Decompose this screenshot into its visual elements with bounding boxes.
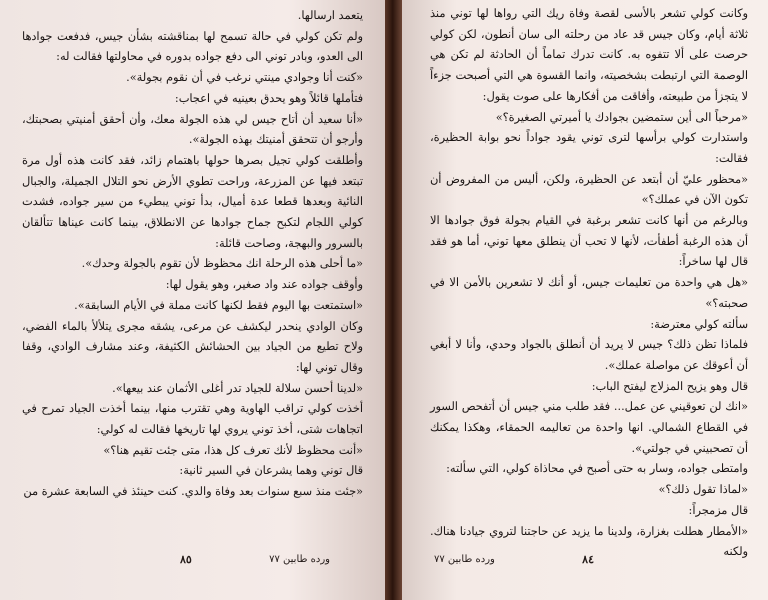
book-gutter (385, 0, 402, 600)
left-page-footer (180, 553, 330, 566)
right-page-number: ٨٤ (582, 553, 594, 566)
left-page-body-text: يتعمد ارسالها. ولم تكن كولي في حالة تسمح لها بمناقشته بشأن جيس، فدفعت جوادها الى العدو، وبادر توني الى دفع جواده بدوره في محاولتها فقالت له: «كنت أنا وجوادي مينتي نرغب في أن نقوم بجولة». فتأملها قائلاً وهو يحدق بعينيه في اعجاب: «أنا سعيد أن أتاح جيس لي هذه الجولة معك، وأن أحقق أمنيتي بصحبتك، وأرجو أن تتحقق أمنيتك بهذه الجولة». وأطلقت كولي تجيل بصرها حولها باهتمام زائد، فقد كانت هذه أول مرة تبتعد فيها عن المزرعة، وراحت تطوي الأرض نحو التلال الجميلة، والجبال النائية وبعدها قطعا عدة أميال، بدأ توني يبطيء من سير جواده، فشدت كولي اللجام لتكبح جماح جوادها عن الانطلاق، بينما كانت عيناها تتألقان بالسرور والبهجة، وصاحت قائلة: «ما أحلى هذه الرحلة انك محظوظ لأن تقوم بالجولة وحدك». وأوقف جواده عند واد صغير، وهو يقول لها: «استمتعت بها اليوم فقط لكنها كانت مملة في الأيام السابقة». وكان الوادي ينحدر ليكشف عن مرعى، يشقه مجرى يتلألأ بالماء الفضي، ولاح تطيع من الجياد بين الحشائش الكثيفة، وعند مشارف الوادي، وقفا وقال توني لها: «لدينا أحسن سلالة للجياد تدر أغلى الأثمان عند بيعها». أخذت كولي تراقب الهاوية وهي تقترب منها، بينما أخذت الجياد تمرح في اتجاهات شتى، أخذ توني يروي لها تاريخها فقالت له كولي: «أنت محظوظ لأنك تعرف كل هذا، متى جئت تقيم هنا؟» قال توني وهما يشرعان في السير ثانية: «جئت منذ سبع سنوات بعد وفاة والدي. كنت حينئذ في السابعة عشرة من (22, 9, 363, 499)
left-page-number: ٨٥ (180, 553, 192, 566)
right-page-footer (434, 553, 594, 566)
right-page-body-text: وكانت كولي تشعر بالأسى لقصة وفاة ريك التي رواها لها توني منذ ثلاثة أيام، وكان جيس قد عاد من رحلته الى سان أنطون، لكن كولي حرصت على ألا تتفوه به. كانت تدرك تماماً أن الحادثة لم تكن هي الوصمة التي ارتبطت بشخصيته، وانما القسوة هي التي أصبحت جزءاً لا يتجزأ من طبيعته، وأفاقت من أفكارها على صوت يقول: «مرحباً الى أين ستمضين بجوادك يا أميرتي الصغيرة؟» واستدارت كولي برأسها لترى توني يقود جواداً نحو بوابة الحظيرة، فقالت: «محظور عليّ أن أبتعد عن الحظيرة، ولكن، أليس من المفروض أن تكون الآن في عملك؟» وبالرغم من أنها كانت تشعر برغبة في القيام بجولة فوق جوادها الا أن هذه الرغبة أطفأت، لأنها لا تحب أن ينطلق معها توني، أما هو فقد قال لها ساخراً: «هل هي واحدة من تعليمات جيس، أو أنك لا تشعرين بالأمن الا في صحبته؟» سألته كولي معترضة: فلماذا تظن ذلك؟ جيس لا يريد أن أنطلق بالجواد وحدي، وأنا لا أبغي أن أعوقك عن مواصلة عملك». قال وهو يزيح المزلاج ليفتح الباب: «انك لن تعوقيني عن عمل... فقد طلب مني جيس أن أتفحص السور في القطاع الشمالي. انها واحدة من تعاليمه الحمقاء، وهكذا يمكنك أن تصحبيني في جولتي». وامتطى جواده، وسار به حتى أصبح في محاذاة كولي، التي سألته: «لماذا تقول ذلك؟» قال مزمجراً: «الأمطار هطلت بغزارة، ولدينا ما يزيد عن حاجتنا لتروي جيادنا هناك. ولكنه (430, 7, 748, 559)
right-page (402, 0, 768, 600)
left-running-title: ورده طابين ٧٧ (269, 554, 330, 565)
right-running-title: ورده طابين ٧٧ (434, 554, 495, 565)
